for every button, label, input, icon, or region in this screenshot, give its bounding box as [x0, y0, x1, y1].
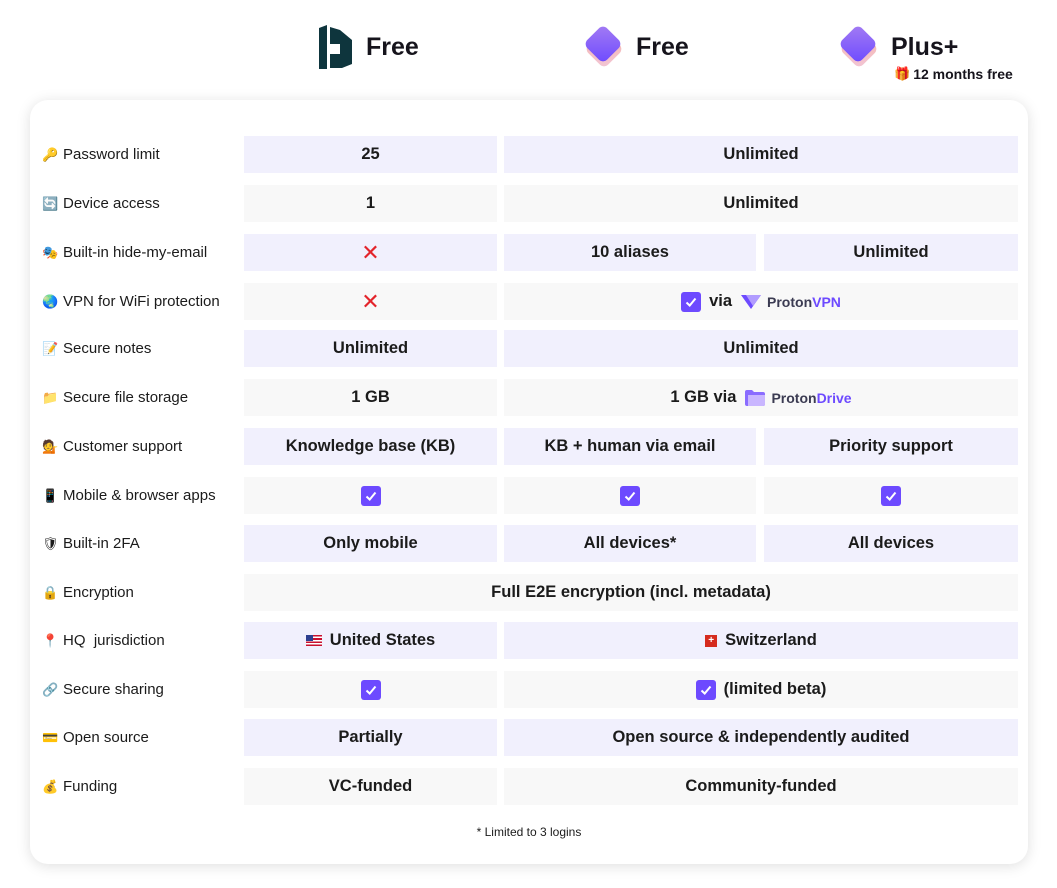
row-label-text: Mobile & browser apps — [63, 487, 216, 504]
phone-icon: 📱 — [42, 487, 59, 503]
gift-icon: 🎁 — [894, 66, 911, 81]
row-label — [42, 283, 247, 320]
row-label — [42, 671, 247, 708]
beta-text: (limited beta) — [723, 680, 827, 698]
key-icon: 🔑 — [42, 146, 59, 162]
row-label-text: Customer support — [63, 438, 183, 455]
brand-name-b: Drive — [816, 389, 852, 406]
country-text: Switzerland — [725, 631, 817, 649]
table-row — [30, 283, 1028, 320]
proton-plus-cell: All devices — [764, 525, 1018, 562]
mask-icon: 🎭 — [42, 244, 59, 260]
plus-promo-text: 12 months free — [913, 66, 1013, 82]
dashlane-cell: 1 — [244, 185, 497, 222]
table-row — [30, 525, 1028, 562]
dashlane-cell — [244, 283, 497, 320]
comparison-table — [30, 100, 1028, 864]
table-row — [30, 719, 1028, 756]
proton-free-cell — [504, 477, 756, 514]
proton-cell — [504, 671, 1018, 708]
row-label — [42, 185, 247, 222]
folder-icon: 📁 — [42, 389, 59, 405]
table-row — [30, 574, 1028, 611]
dashlane-cell: 25 — [244, 136, 497, 173]
proton-drive-icon — [744, 389, 766, 407]
via-text: via — [709, 292, 733, 310]
table-row — [30, 136, 1028, 173]
row-label — [42, 768, 247, 805]
col1-title: Free — [366, 32, 419, 61]
dashlane-cell: Partially — [244, 719, 497, 756]
proton-cell: Community-funded — [504, 768, 1018, 805]
table-row — [30, 234, 1028, 271]
proton-vpn-logo — [740, 294, 841, 310]
dashlane-cell: Only mobile — [244, 525, 497, 562]
row-label — [42, 477, 247, 514]
row-label-text: Built-in 2FA — [63, 535, 140, 552]
row-label — [42, 525, 247, 562]
proton-free-header — [578, 24, 689, 70]
swiss-flag-icon: + — [705, 635, 717, 647]
check-icon — [881, 486, 901, 506]
table-row — [30, 428, 1028, 465]
row-label — [42, 428, 247, 465]
shield-icon: 🛡 — [42, 535, 59, 551]
plus-promo — [894, 66, 1013, 82]
table-row — [30, 477, 1028, 514]
table-row — [30, 330, 1028, 367]
us-flag-icon — [306, 635, 322, 646]
proton-plus-cell: Priority support — [764, 428, 1018, 465]
proton-pass-logo-icon — [833, 24, 883, 70]
storage-text: 1 GB via — [670, 388, 737, 406]
proton-drive-logo — [744, 389, 851, 407]
row-label — [42, 330, 247, 367]
proton-cell: Open source & independently audited — [504, 719, 1018, 756]
country-text: United States — [329, 631, 436, 649]
dashlane-cell — [244, 671, 497, 708]
dashlane-cell — [244, 477, 497, 514]
row-label-text: Secure notes — [63, 340, 152, 357]
row-label — [42, 622, 247, 659]
row-label-text: Secure file storage — [63, 389, 189, 406]
dashlane-free-header — [318, 24, 419, 70]
proton-pass-logo-icon — [578, 24, 628, 70]
proton-plus-cell: Unlimited — [764, 234, 1018, 271]
table-row — [30, 671, 1028, 708]
dashlane-cell: 1 GB — [244, 379, 497, 416]
brand-name-a: Proton — [771, 389, 817, 406]
check-icon — [681, 292, 701, 312]
row-label — [42, 574, 247, 611]
dashlane-cell: Unlimited — [244, 330, 497, 367]
col3-title: Plus+ — [891, 32, 959, 61]
row-label-text: Device access — [63, 195, 160, 212]
lock-icon: 🔒 — [42, 584, 59, 600]
card-icon: 💳 — [42, 729, 59, 745]
shared-cell: Full E2E encryption (incl. metadata) — [244, 574, 1018, 611]
row-label-text: Encryption — [63, 584, 134, 601]
proton-cell — [504, 622, 1018, 659]
red-x-icon: ✕ — [361, 239, 380, 265]
globe-icon: 🌏 — [42, 293, 59, 309]
dashlane-cell: Knowledge base (KB) — [244, 428, 497, 465]
row-label-text: Password limit — [63, 146, 160, 163]
dashlane-cell — [244, 622, 497, 659]
proton-free-cell: 10 aliases — [504, 234, 756, 271]
link-icon: 🔗 — [42, 681, 59, 697]
check-icon — [361, 486, 381, 506]
brand-name-b: VPN — [812, 293, 841, 310]
row-label-text: Open source — [63, 729, 149, 746]
table-row — [30, 185, 1028, 222]
table-row — [30, 622, 1028, 659]
row-label-text: Built-in hide-my-email — [63, 244, 208, 261]
table-row — [30, 768, 1028, 805]
proton-cell: Unlimited — [504, 136, 1018, 173]
footnote: * Limited to 3 logins — [476, 825, 582, 839]
row-label — [42, 136, 247, 173]
proton-cell: Unlimited — [504, 330, 1018, 367]
person-icon: 💁 — [42, 438, 59, 454]
dashlane-cell — [244, 234, 497, 271]
check-icon — [696, 680, 716, 700]
dashlane-logo-icon — [318, 24, 354, 70]
memo-icon: 📝 — [42, 340, 59, 356]
row-label-text: Funding — [63, 778, 118, 795]
row-label-text: Secure sharing — [63, 681, 164, 698]
check-icon — [620, 486, 640, 506]
row-label-text: VPN for WiFi protection — [63, 293, 220, 310]
proton-plus-header — [833, 22, 958, 72]
row-label-text: HQ jurisdiction — [63, 632, 165, 649]
proton-free-cell: KB + human via email — [504, 428, 756, 465]
proton-cell — [504, 283, 1018, 320]
proton-cell — [504, 379, 1018, 416]
red-x-icon: ✕ — [361, 288, 380, 314]
row-label — [42, 234, 247, 271]
col2-title: Free — [636, 32, 689, 61]
check-icon — [361, 680, 381, 700]
brand-name-a: Proton — [767, 293, 813, 310]
sync-icon: 🔄 — [42, 195, 59, 211]
row-label — [42, 379, 247, 416]
dashlane-cell: VC-funded — [244, 768, 497, 805]
moneybag-icon: 💰 — [42, 778, 59, 794]
proton-plus-cell — [764, 477, 1018, 514]
pin-icon: 📍 — [42, 632, 59, 648]
proton-cell: Unlimited — [504, 185, 1018, 222]
proton-free-cell: All devices* — [504, 525, 756, 562]
proton-vpn-icon — [740, 294, 762, 310]
row-label — [42, 719, 247, 756]
table-row — [30, 379, 1028, 416]
